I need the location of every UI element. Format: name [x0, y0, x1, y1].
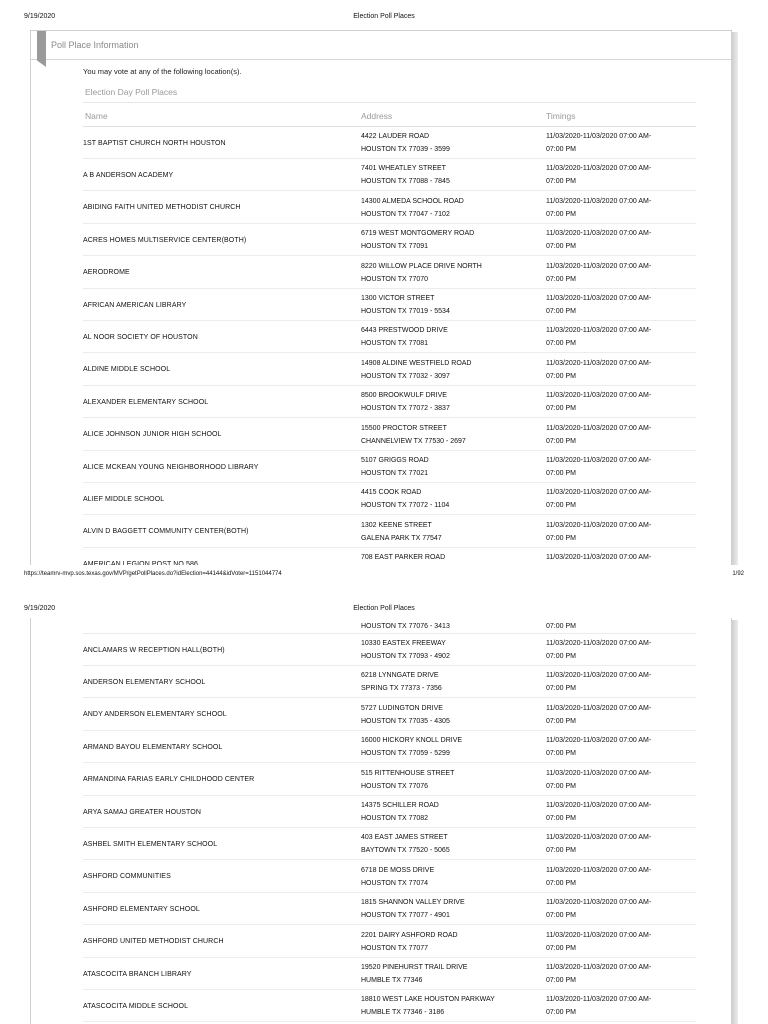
- column-header-address: Address: [361, 111, 393, 121]
- address-line-1: 1300 VICTOR STREET: [361, 295, 435, 302]
- address-cell: [361, 260, 541, 286]
- address-line-1: 14375 SCHILLER ROAD: [361, 802, 439, 809]
- address-line-2: HOUSTON TX 77082: [361, 815, 429, 822]
- timings-line-1: 11/03/2020-11/03/2020 07:00 AM-: [546, 197, 652, 205]
- address-line-1: 708 EAST PARKER ROAD: [361, 554, 446, 562]
- poll-place-name: ASHBEL SMITH ELEMENTARY SCHOOL: [83, 840, 218, 848]
- address-cell: [361, 162, 541, 188]
- timings-line-1: 11/03/2020-11/03/2020 07:00 AM-: [546, 295, 652, 302]
- address-line-1: 15500 PROCTOR STREET: [361, 424, 447, 432]
- poll-place-name: ABIDING FAITH UNITED METHODIST CHURCH: [83, 204, 241, 212]
- address-line-1: 403 EAST JAMES STREET: [361, 834, 448, 842]
- table-row: [31, 731, 731, 763]
- timings-cell: [546, 961, 706, 987]
- timings-cell: [546, 734, 706, 760]
- table-row: [31, 634, 731, 666]
- address-line-2: HOUSTON TX 77077: [361, 944, 429, 952]
- poll-place-name: AERODROME: [83, 269, 130, 277]
- table-row: [31, 699, 731, 731]
- table-row: [31, 861, 731, 893]
- timings-line-2: 07:00 PM: [546, 534, 576, 542]
- page-1: [30, 30, 738, 565]
- table-row: [31, 516, 731, 548]
- timings-line-2: 07:00 PM: [546, 178, 576, 186]
- poll-place-name: ALICE MCKEAN YOUNG NEIGHBORHOOD LIBRARY: [83, 463, 259, 471]
- timings-line-1: 11/03/2020-11/03/2020 07:00 AM-: [546, 964, 652, 971]
- table-row: [31, 192, 731, 224]
- timings-cell: [546, 767, 706, 793]
- address-line-1: 515 RITTENHOUSE STREET: [361, 769, 455, 777]
- address-line-2: HOUSTON TX 77019 - 5534: [361, 308, 450, 315]
- table-row: [31, 386, 731, 418]
- address-line-1: 10330 EASTEX FREEWAY: [361, 640, 446, 647]
- timings-line-2: 07:00 PM: [546, 912, 576, 920]
- timings-cell: [546, 260, 706, 286]
- timings-line-1: 11/03/2020-11/03/2020 07:00 AM-: [546, 262, 652, 270]
- timings-line-2: 07:00 PM: [546, 750, 576, 758]
- timings-line-2: 07:00 PM: [546, 944, 576, 952]
- address-line-2: HOUSTON TX 77047 - 7102: [361, 210, 450, 218]
- column-header-timings: Timings: [546, 111, 576, 121]
- poll-place-name: AFRICAN AMERICAN LIBRARY: [83, 301, 187, 309]
- table-row: [31, 828, 731, 860]
- timings-cell: [546, 324, 706, 350]
- print-date: 9/19/2020: [24, 605, 56, 612]
- timings-line-2: 07:00 PM: [546, 717, 576, 725]
- timings-line-2: 07:00 PM: [546, 847, 576, 855]
- timings-cell: [546, 227, 706, 253]
- table-row: [31, 548, 731, 565]
- address-line-1: 16000 HICKORY KNOLL DRIVE: [361, 737, 463, 745]
- address-cell: [361, 551, 541, 564]
- table-row: [31, 354, 731, 386]
- table-row: [31, 990, 731, 1022]
- address-cell: [361, 734, 541, 760]
- address-line-1: 14908 ALDINE WESTFIELD ROAD: [361, 359, 472, 367]
- print-url[interactable]: https://teamrv-mvp.sos.texas.gov/MVP/getPollPlaces.do?idElection=44144&idVoter=1151044774: [24, 571, 282, 577]
- timings-line-1: 11/03/2020-11/03/2020 07:00 AM-: [546, 327, 652, 335]
- timings-cell: [546, 422, 706, 448]
- address-line-2: CHANNELVIEW TX 77530 - 2697: [361, 437, 466, 445]
- print-title: Election Poll Places: [353, 605, 415, 612]
- address-line-1: 5107 GRIGGS ROAD: [361, 457, 429, 464]
- address-cell: [361, 669, 541, 695]
- poll-place-name: AL NOOR SOCIETY OF HOUSTON: [83, 333, 198, 341]
- print-header-page2: [0, 600, 768, 616]
- table-row: [31, 321, 731, 353]
- address-cell: [361, 929, 541, 955]
- address-cell: [361, 993, 541, 1019]
- address-line-2: HOUSTON TX 77072 - 1104: [361, 502, 450, 510]
- address-line-2: HOUSTON TX 77093 - 4902: [361, 653, 450, 660]
- table-row: [31, 451, 731, 483]
- poll-place-name: ARMANDINA FARIAS EARLY CHILDHOOD CENTER: [83, 776, 255, 784]
- timings-line-1: 11/03/2020-11/03/2020 07:00 AM-: [546, 996, 652, 1004]
- timings-cell: [546, 702, 706, 728]
- table-row: [31, 893, 731, 925]
- timings-line-2: 07:00 PM: [546, 372, 576, 380]
- table-row: [31, 257, 731, 289]
- timings-line-2: 07:00 PM: [546, 437, 576, 445]
- print-date: 9/19/2020: [24, 13, 56, 20]
- column-header-name: Name: [85, 111, 108, 121]
- address-line-1: 4422 LAUDER ROAD: [361, 133, 430, 140]
- row-divider: [83, 1021, 696, 1022]
- timings-line-1: 11/03/2020-11/03/2020 07:00 AM-: [546, 640, 652, 647]
- timings-line-1: 11/03/2020-11/03/2020 07:00 AM-: [546, 931, 652, 939]
- timings-line-1: 11/03/2020-11/03/2020 07:00 AM-: [546, 554, 652, 562]
- timings-line-1: 11/03/2020-11/03/2020 07:00 AM-: [546, 672, 652, 680]
- address-line-1: 19520 PINEHURST TRAIL DRIVE: [361, 964, 468, 971]
- poll-place-name: ANCLAMARS W RECEPTION HALL(BOTH): [83, 646, 225, 654]
- timings-cell: [546, 929, 706, 955]
- address-cell: [361, 454, 541, 480]
- timings-line-1: 11/03/2020-11/03/2020 07:00 AM-: [546, 802, 652, 809]
- table-row: [31, 289, 731, 321]
- address-line-2: HOUSTON TX 77088 - 7845: [361, 178, 450, 186]
- poll-place-name: A B ANDERSON ACADEMY: [83, 171, 174, 179]
- timings-cell: [546, 162, 706, 188]
- vote-location-note: You may vote at any of the following location(s).: [83, 67, 242, 76]
- timings-cell: [546, 831, 706, 857]
- address-line-2: HOUSTON TX 77039 - 3599: [361, 146, 450, 153]
- timings-line-2: 07:00 PM: [546, 405, 576, 413]
- address-cell: [361, 767, 541, 793]
- timings-line-2: 07:00 PM: [546, 1009, 576, 1017]
- timings-line-1: 11/03/2020-11/03/2020 07:00 AM-: [546, 230, 652, 238]
- poll-place-name: ALEXANDER ELEMENTARY SCHOOL: [83, 398, 209, 406]
- timings-line-1: 11/03/2020-11/03/2020 07:00 AM-: [546, 769, 652, 777]
- address-cell: [361, 702, 541, 728]
- print-page-number: 1/92: [732, 571, 744, 577]
- address-line-1: 8220 WILLOW PLACE DRIVE NORTH: [361, 262, 482, 270]
- poll-place-name: ATASCOCITA BRANCH LIBRARY: [83, 970, 192, 978]
- timings-line-2: 07:00 PM: [546, 782, 576, 790]
- address-line-2: HOUSTON TX 77035 - 4305: [361, 717, 450, 725]
- table-row: [31, 159, 731, 191]
- poll-place-name: ANDERSON ELEMENTARY SCHOOL: [83, 678, 206, 686]
- poll-place-name: ATASCOCITA MIDDLE SCHOOL: [83, 1002, 189, 1010]
- address-cell: [361, 961, 541, 987]
- timings-cell: [546, 357, 706, 383]
- timings-line-1: 11/03/2020-11/03/2020 07:00 AM-: [546, 165, 652, 173]
- timings-line-1: 11/03/2020-11/03/2020 07:00 AM-: [546, 704, 652, 712]
- timings-line-1: 11/03/2020-11/03/2020 07:00 AM-: [546, 359, 652, 367]
- timings-cell: [546, 130, 706, 156]
- timings-line-1: 11/03/2020-11/03/2020 07:00 AM-: [546, 521, 652, 529]
- panel-accent-marker: [37, 31, 46, 67]
- election-day-heading: Election Day Poll Places: [85, 87, 178, 97]
- timings-cell: [546, 637, 706, 663]
- poll-place-name: ALIEF MIDDLE SCHOOL: [83, 495, 165, 503]
- table-row: [31, 483, 731, 515]
- poll-place-name: ACRES HOMES MULTISERVICE CENTER(BOTH): [83, 236, 247, 244]
- timings-line-2: 07:00 PM: [546, 815, 576, 822]
- timings-line-2: 07:00 PM: [546, 243, 576, 251]
- address-line-2: BAYTOWN TX 77520 - 5065: [361, 847, 450, 855]
- address-line-2: HOUSTON TX 77059 - 5299: [361, 750, 450, 758]
- address-line-1: 14300 ALMEDA SCHOOL ROAD: [361, 197, 464, 205]
- timings-line-2: 07:00 PM: [546, 470, 576, 477]
- timings-cell: [546, 292, 706, 318]
- address-line-1: 7401 WHEATLEY STREET: [361, 165, 446, 173]
- address-line-1: 8500 BROOKWULF DRIVE: [361, 392, 447, 400]
- poll-place-name: ARYA SAMAJ GREATER HOUSTON: [83, 808, 201, 816]
- timings-cell: [546, 864, 706, 890]
- timings-line-2: 07:00 PM: [546, 146, 576, 153]
- address-cell: [361, 896, 541, 922]
- timings-cell: [546, 669, 706, 695]
- timings-cell: [546, 551, 706, 564]
- address-cell: [361, 799, 541, 825]
- table-row: [31, 419, 731, 451]
- poll-place-panel: [30, 30, 732, 565]
- address-line-1: 5727 LUDINGTON DRIVE: [361, 704, 443, 712]
- timings-cell: [546, 389, 706, 415]
- table-row: [31, 666, 731, 698]
- address-line-1: 6443 PRESTWOOD DRIVE: [361, 327, 448, 335]
- timings-line-1: 11/03/2020-11/03/2020 07:00 AM-: [546, 899, 652, 907]
- poll-place-name: ALICE JOHNSON JUNIOR HIGH SCHOOL: [83, 431, 222, 439]
- address-line-2: HOUSTON TX 77081: [361, 340, 429, 348]
- timings-cell: [546, 519, 706, 545]
- timings-line-1: 11/03/2020-11/03/2020 07:00 AM-: [546, 866, 652, 874]
- poll-place-name: ALDINE MIDDLE SCHOOL: [83, 366, 171, 374]
- panel-title: Poll Place Information: [51, 40, 139, 50]
- poll-place-name: 1ST BAPTIST CHURCH NORTH HOUSTON: [83, 139, 226, 147]
- address-line-2: HOUSTON TX 77070: [361, 275, 429, 283]
- timings-line-1: 11/03/2020-11/03/2020 07:00 AM-: [546, 737, 652, 745]
- timings-line-2: 07:00 PM: [546, 210, 576, 218]
- table-row: [31, 764, 731, 796]
- address-cell: [361, 486, 541, 512]
- poll-place-name: ALVIN D BAGGETT COMMUNITY CENTER(BOTH): [83, 528, 249, 536]
- address-line-1: 1815 SHANNON VALLEY DRIVE: [361, 899, 465, 907]
- table-row: [31, 796, 731, 828]
- address-line-2: HOUSTON TX 77074: [361, 879, 429, 887]
- table-row: [31, 958, 731, 990]
- poll-place-name: ARMAND BAYOU ELEMENTARY SCHOOL: [83, 743, 223, 751]
- poll-place-name: ASHFORD COMMUNITIES: [83, 873, 171, 881]
- timings-cell: [546, 993, 706, 1019]
- poll-place-name: ASHFORD ELEMENTARY SCHOOL: [83, 905, 200, 913]
- address-line-1: 1302 KEENE STREET: [361, 521, 432, 529]
- print-header-page1: [0, 8, 768, 24]
- table-row: [31, 926, 731, 958]
- panel-header: [31, 31, 731, 60]
- address-cell: HOUSTON TX 77076 - 3413: [361, 623, 450, 630]
- address-cell: [361, 324, 541, 350]
- address-line-2: HOUSTON TX 77072 - 3837: [361, 405, 450, 413]
- address-cell: [361, 130, 541, 156]
- page-2: [30, 618, 738, 1024]
- timings-line-2: 07:00 PM: [546, 977, 576, 984]
- address-cell: [361, 864, 541, 890]
- timings-line-2: 07:00 PM: [546, 308, 576, 315]
- address-line-1: 6719 WEST MONTGOMERY ROAD: [361, 230, 475, 238]
- print-footer: [0, 568, 768, 580]
- timings-cell: [546, 799, 706, 825]
- timings-cell: [546, 486, 706, 512]
- timings-line-2: 07:00 PM: [546, 879, 576, 887]
- address-line-1: 6718 DE MOSS DRIVE: [361, 866, 435, 874]
- timings-line-2: 07:00 PM: [546, 340, 576, 348]
- table-row: [31, 127, 731, 159]
- panel-shadow: [732, 620, 738, 1024]
- poll-place-panel-continued: [30, 618, 732, 1024]
- address-line-1: 2201 DAIRY ASHFORD ROAD: [361, 931, 458, 939]
- address-line-2: HOUSTON TX 77077 - 4901: [361, 912, 450, 920]
- timings-line-2: 07:00 PM: [546, 685, 576, 693]
- timings-line-1: 11/03/2020-11/03/2020 07:00 AM-: [546, 424, 652, 432]
- address-line-2: HOUSTON TX 77076: [361, 782, 429, 790]
- timings-line-1: 11/03/2020-11/03/2020 07:00 AM-: [546, 489, 652, 497]
- poll-place-name: ASHFORD UNITED METHODIST CHURCH: [83, 938, 224, 946]
- address-line-1: 4415 COOK ROAD: [361, 489, 422, 497]
- panel-shadow: [732, 32, 738, 565]
- timings-line-1: 11/03/2020-11/03/2020 07:00 AM-: [546, 392, 652, 400]
- address-cell: [361, 637, 541, 663]
- address-cell: [361, 195, 541, 221]
- timings-line-2: 07:00 PM: [546, 502, 576, 510]
- timings-cell: [546, 195, 706, 221]
- divider: [83, 102, 696, 103]
- table-row: [31, 224, 731, 256]
- timings-cell: [546, 896, 706, 922]
- address-line-2: SPRING TX 77373 - 7356: [361, 685, 442, 693]
- address-cell: [361, 389, 541, 415]
- poll-place-name: ANDY ANDERSON ELEMENTARY SCHOOL: [83, 711, 227, 719]
- address-cell: [361, 831, 541, 857]
- address-line-2: HOUSTON TX 77091: [361, 243, 429, 251]
- timings-line-1: 11/03/2020-11/03/2020 07:00 AM-: [546, 133, 652, 140]
- address-line-2: GALENA PARK TX 77547: [361, 534, 442, 542]
- timings-line-1: 11/03/2020-11/03/2020 07:00 AM-: [546, 834, 652, 842]
- address-cell: [361, 422, 541, 448]
- timings-cell: [546, 454, 706, 480]
- address-cell: [361, 292, 541, 318]
- address-line-2: HUMBLE TX 77346 - 3186: [361, 1009, 445, 1017]
- timings-line-2: 07:00 PM: [546, 653, 576, 660]
- address-line-2: HUMBLE TX 77346: [361, 977, 423, 984]
- address-cell: [361, 227, 541, 253]
- table-row-continuation: [31, 618, 731, 634]
- address-line-2: HOUSTON TX 77032 - 3097: [361, 372, 450, 380]
- poll-place-name: AMERICAN LEGION POST NO 586: [83, 560, 198, 565]
- timings-cell: 07:00 PM: [546, 623, 576, 630]
- timings-line-2: 07:00 PM: [546, 275, 576, 283]
- address-cell: [361, 357, 541, 383]
- address-line-2: HOUSTON TX 77021: [361, 470, 429, 477]
- address-line-1: 6218 LYNNGATE DRIVE: [361, 672, 439, 680]
- address-line-1: 18810 WEST LAKE HOUSTON PARKWAY: [361, 996, 495, 1004]
- address-cell: [361, 519, 541, 545]
- print-title: Election Poll Places: [353, 13, 415, 20]
- timings-line-1: 11/03/2020-11/03/2020 07:00 AM-: [546, 457, 652, 464]
